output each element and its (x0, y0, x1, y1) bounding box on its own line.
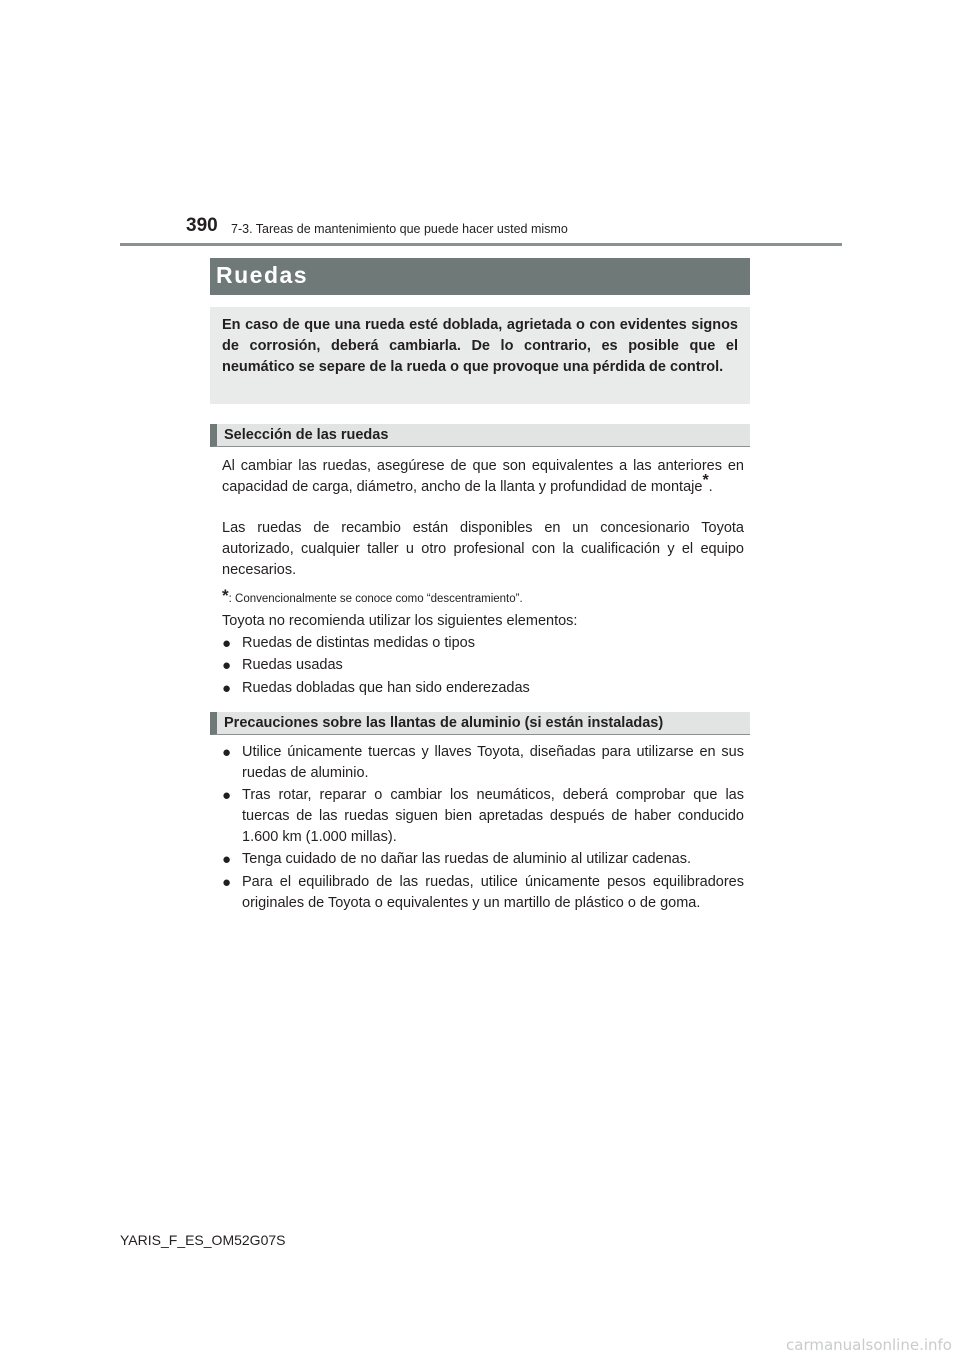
bullet-icon: ● (222, 680, 232, 697)
list-item-text: Ruedas dobladas que han sido enderezadas (242, 680, 530, 696)
subheading-selection (210, 424, 750, 447)
warning-text: En caso de que una rueda esté doblada, agrietada o con evidentes signos de corrosión, deberá cambiarla. De lo contrario, es posible que el neumático se separe de la rueda o que provoque una pérdida de control. (222, 317, 738, 375)
selection-paragraph-1-text: Al cambiar las ruedas, asegúrese de que son equivalentes a las anteriores en capacidad de carga, diámetro, ancho de la llanta y profundidad de montaje (222, 458, 744, 495)
page-title: Ruedas (216, 262, 309, 288)
list-item (222, 872, 744, 914)
bullet-icon: ● (222, 635, 232, 652)
section-header: 7-3. Tareas de mantenimiento que puede hacer usted mismo (231, 222, 568, 236)
selection-paragraph-2: Las ruedas de recambio están disponibles en un concesionario Toyota autorizado, cualquier taller u otro profesional con la cualificación y el equipo necesarios. (222, 520, 744, 578)
list-item (222, 633, 744, 654)
list-item-text: Ruedas de distintas medidas o tipos (242, 635, 475, 651)
list-item (222, 678, 744, 699)
bullet-icon: ● (222, 744, 232, 761)
selection-paragraph-1-end: . (708, 479, 713, 495)
list-item-text: Tenga cuidado de no dañar las ruedas de aluminio al utilizar cadenas. (242, 851, 691, 867)
page-number: 390 (186, 215, 218, 236)
selection-intro: Toyota no recomienda utilizar los siguientes elementos: (222, 613, 578, 629)
bullet-icon: ● (222, 874, 232, 891)
asterisk-mark: * (702, 472, 709, 490)
bullet-icon: ● (222, 657, 232, 674)
list-item (222, 785, 744, 848)
page-title-bar (210, 258, 750, 295)
subheading-selection-label: Selección de las ruedas (224, 427, 389, 443)
subheading-precautions-label: Precauciones sobre las llantas de aluminio (si están instaladas) (224, 715, 664, 731)
list-item-text: Para el equilibrado de las ruedas, utilice únicamente pesos equilibradores originales de Toyota o equivalentes y un martillo de plástico o de goma. (242, 874, 744, 911)
bullet-icon: ● (222, 851, 232, 868)
warning-box (210, 307, 750, 404)
watermark: carmanualsonline.info (786, 1336, 952, 1354)
bullet-icon: ● (222, 787, 232, 804)
list-item (222, 742, 744, 784)
list-item-text: Ruedas usadas (242, 657, 343, 673)
footnote-text: : Convencionalmente se conoce como “descentramiento”. (228, 593, 523, 605)
list-item-text: Tras rotar, reparar o cambiar los neumáticos, deberá comprobar que las tuercas de las ruedas siguen bien apretadas después de haber conducido 1.600 km (1.000 millas). (242, 787, 744, 845)
footnote-asterisk: * (222, 586, 229, 605)
subheading-precautions (210, 712, 750, 735)
list-item (222, 849, 744, 870)
footer-code: YARIS_F_ES_OM52G07S (120, 1232, 286, 1248)
selection-paragraph-1 (222, 456, 744, 498)
header-rule (120, 243, 842, 246)
footnote (222, 586, 523, 606)
list-item-text: Utilice únicamente tuercas y llaves Toyota, diseñadas para utilizarse en sus ruedas de aluminio. (242, 744, 744, 781)
list-item (222, 655, 744, 676)
